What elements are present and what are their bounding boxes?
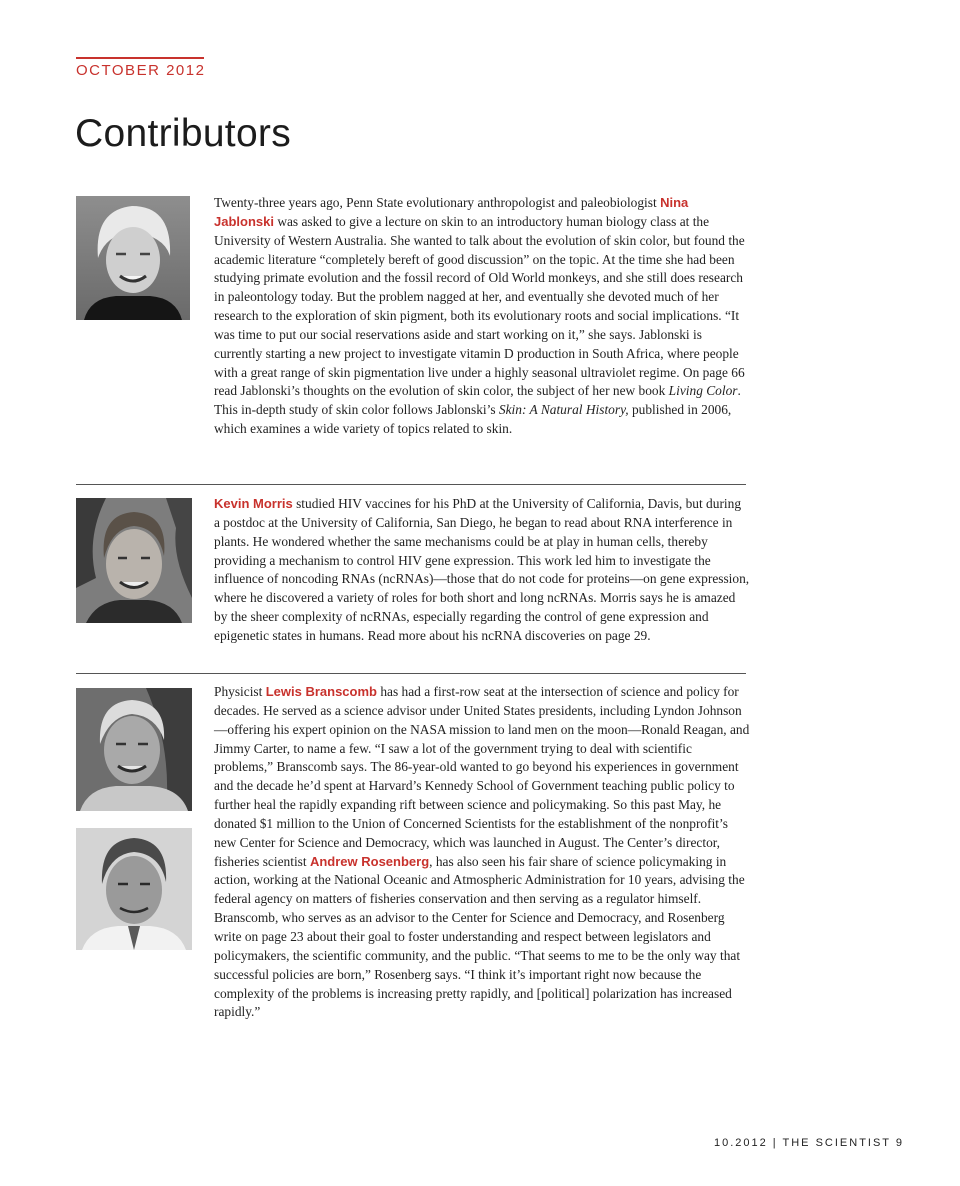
photo-nina-jablonski <box>76 196 190 320</box>
section-divider <box>76 673 746 674</box>
page-title: Contributors <box>75 112 292 155</box>
section-divider <box>76 484 746 485</box>
contributor-name-andrew-rosenberg: Andrew Rosenberg <box>309 853 430 869</box>
photo-lewis-branscomb <box>76 688 192 811</box>
page-footer: 10.2012 | THE SCIENTIST 9 <box>713 1137 904 1149</box>
bio-nina-jablonski: Twenty-three years ago, Penn State evolutionary anthropologist and paleobiologist Nina Jablonski was asked to give a lecture on skin to an introductory human biology class at the University of Western Australia. She wanted to talk about the evolution of skin color, but found the academic literature “completely bereft of good discussion” on the topic. At the time she had been studying primate evolution and the fossil record of Old World monkeys, and she still does research in paleontology today. But the problem nagged at her, and eventually she devoted much of her research to the exploration of skin pigment, both its evolutionary roots and social implications. “It was time to put our social reservations aside and start working on it,” she says. Jablonski is currently starting a new project to investigate vitamin D production in South Africa, where people with a great range of skin pigmentation live under a highly seasonal ultraviolet regime. On page 66 read Jablonski’s thoughts on the evolution of skin color, the subject of her new book Living Color. This in-depth study of skin color follows Jablonski’s Skin: A Natural History, published in 2006, which examines a wide variety of topics related to skin. <box>214 195 745 437</box>
contributor-name-nina-jablonski: Nina Jablonski <box>214 195 689 229</box>
photo-kevin-morris <box>76 498 192 623</box>
photo-andrew-rosenberg <box>76 828 192 950</box>
issue-date: OCTOBER 2012 <box>76 62 206 79</box>
contributor-name-kevin-morris: Kevin Morris <box>214 496 293 511</box>
header-rule <box>76 57 204 59</box>
contributor-name-lewis-branscomb: Lewis Branscomb <box>265 684 377 699</box>
bio-lewis-branscomb-andrew-rosenberg: Physicist Lewis Branscomb has had a first-row seat at the intersection of science and policy for decades. He served as a science advisor under United States presidents, including Lyndon Johnson—offering his expert opinion on the NASA mission to land men on the moon—Ronald Reagan, and Jimmy Carter, to name a few. “I saw a lot of the government trying to deal with scientific problems,” Branscomb says. The 86-year-old wanted to go beyond his experiences in government and the decade he’d spent at Harvard’s Kennedy School of Government teaching public policy to further heal the rapidly expanding rift between science and policymaking. So this past May, he donated $1 million to the Union of Concerned Scientists for the establishment of the nonprofit’s new Center for Science and Democracy, which was launched in August. The Center’s director, fisheries scientist Andrew Rosenberg, has also seen his fair share of science policymaking in action, working at the National Oceanic and Atmospheric Administration for 10 years, advising the federal agency on matters of fisheries conservation and then serving as a regulator himself. Branscomb, who serves as an advisor to the Center for Science and Democracy, and Rosenberg write on page 23 about their goal to foster understanding and respect between legislators and policymakers, the scientific community, and the public. “That seems to me to be the only way that successful policies are born,” Rosenberg says. “I think it’s important right now because the complexity of the problems is increasing pretty rapidly, and [political] polarization has increased rapidly.” <box>214 684 750 1020</box>
bio-kevin-morris: Kevin Morris studied HIV vaccines for his PhD at the University of California, Davis, but during a postdoc at the University of California, San Diego, he began to read about RNA interference in plants. He wondered whether the same mechanisms could be at play in human cells, thereby providing a mechanism to control HIV gene expression. This work led him to investigate the influence of noncoding RNAs (ncRNAs)—those that do not code for proteins—on gene expression, where he discovered a variety of roles for both short and long ncRNAs. Morris says he is amazed by the sheer complexity of ncRNAs, especially regarding the control of gene expression and epigenetic states in humans. Read more about his ncRNA discoveries on page 29. <box>214 496 750 643</box>
